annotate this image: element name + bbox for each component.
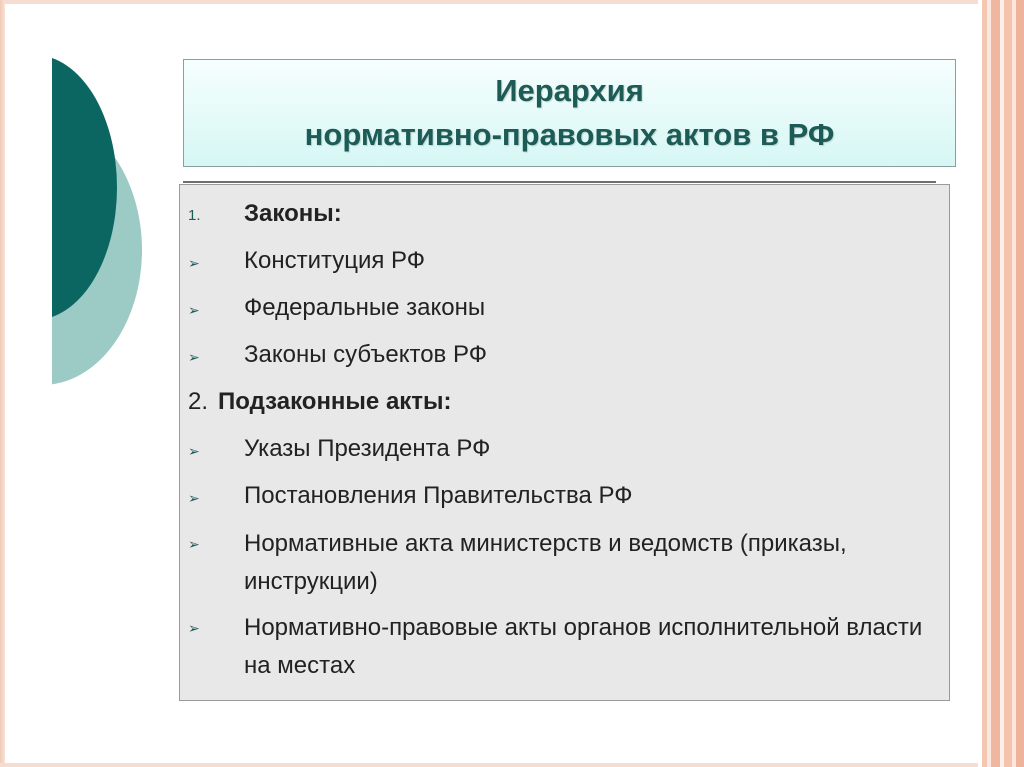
arrow-bullet-icon: ➢ [188, 443, 200, 459]
decorative-circles [52, 55, 142, 387]
arrow-bullet-icon: ➢ [188, 536, 200, 552]
number-marker: 1. [188, 207, 201, 224]
arrow-bullet-icon: ➢ [188, 302, 200, 318]
arrow-bullet-icon: ➢ [188, 490, 200, 506]
slide-title [183, 59, 956, 167]
arrow-bullet-icon: ➢ [188, 255, 200, 271]
section-heading-subordinate: Подзаконные акты: [218, 388, 452, 415]
decorative-stripes [978, 0, 1024, 767]
list-item-text: Нормативные акта министерств и ведомств (приказы, инструкции) [244, 530, 847, 595]
list-item-text: Федеральные законы [244, 294, 486, 321]
title-line-2: нормативно-правовых актов в РФ [304, 117, 835, 152]
list-item-text: Законы субъектов РФ [244, 341, 487, 368]
frame-top [0, 0, 1024, 4]
title-divider [183, 181, 936, 183]
title-line-1: Иерархия [495, 73, 644, 108]
frame-bottom [0, 763, 1024, 767]
section-heading-laws: Законы: [244, 200, 342, 227]
arrow-bullet-icon: ➢ [188, 620, 200, 636]
list-item-text: Нормативно-правовые акты органов исполнительной власти на местах [244, 614, 923, 679]
number-marker: 2. [188, 388, 209, 415]
list-item-text: Указы Президента РФ [244, 435, 491, 462]
list-item-text: Постановления Правительства РФ [244, 482, 633, 509]
list-item-text: Конституция РФ [244, 247, 426, 274]
frame-left [0, 0, 5, 767]
content-list [179, 184, 950, 701]
arrow-bullet-icon: ➢ [188, 349, 200, 365]
